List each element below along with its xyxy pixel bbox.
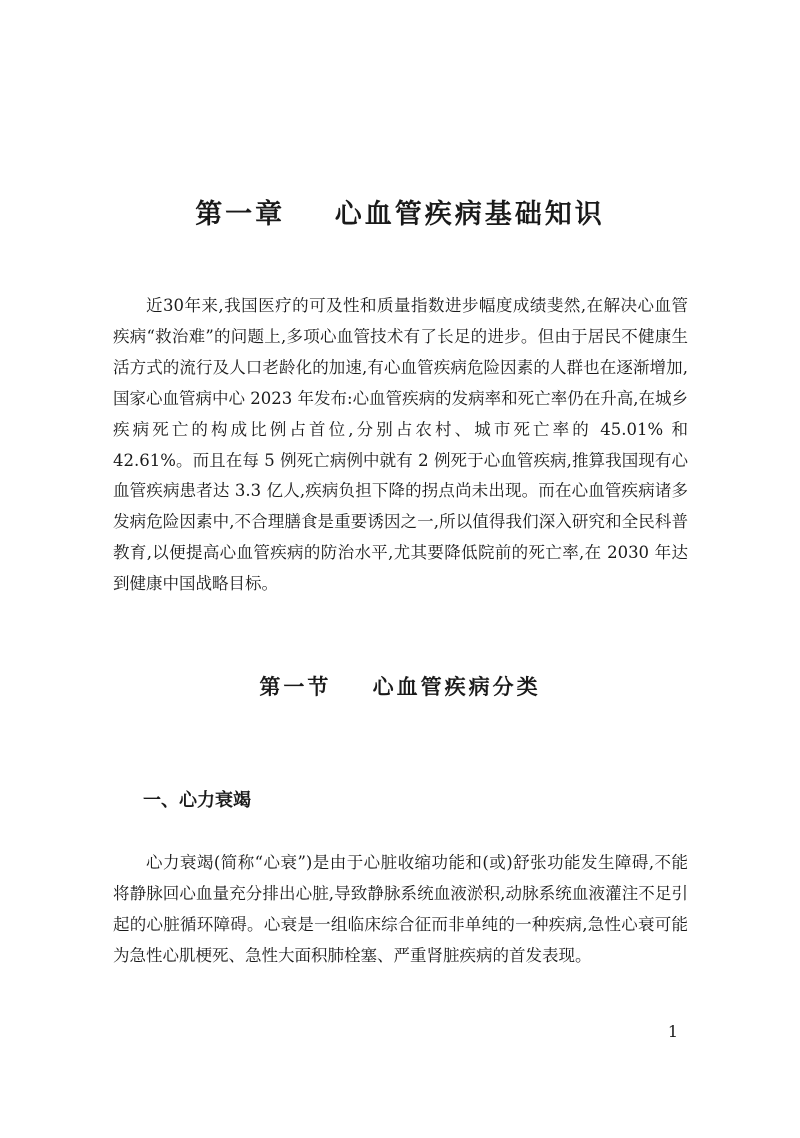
intro-paragraph: 近30年来,我国医疗的可及性和质量指数进步幅度成绩斐然,在解决心血管疾病“救治难”的问题上,多项心血管技术有了长足的进步。但由于居民不健康生活方式的流行及人口老龄化的加速,有心血管疾病危险因素的人群也在逐渐增加,国家心血管病中心 2023 年发布:心血管疾病的发病率和死亡率仍在升高,在城乡疾病死亡的构成比例占首位,分别占农村、城市死亡率的 45.01% 和 42.61%。而且在每 5 例死亡病例中就有 2 例死于心血管疾病,推算我国现有心血管疾病患者达 3.3 亿人,疾病负担下降的拐点尚未出现。而在心血管疾病诸多发病危险因素中,不合理膳食是重要诱因之一,所以值得我们深入研究和全民科普教育,以便提高心血管疾病的防治水平,尤其要降低院前的死亡率,在 2030 年达到健康中国战略目标。 [113, 296, 688, 594]
page-number: 1 [667, 1022, 678, 1041]
chapter-title: 第一章 心血管疾病基础知识 [195, 199, 605, 230]
subsection-title: 一、心力衰竭 [143, 790, 251, 811]
section-title: 第一节 心血管疾病分类 [259, 675, 541, 699]
heart-failure-paragraph: 心力衰竭(简称“心衰”)是由于心脏收缩功能和(或)舒张功能发生障碍,不能将静脉回心血量充分排出心脏,导致静脉系统血液淤积,动脉系统血液灌注不足引起的心脏循环障碍。心衰是一组临床综合征而非单纯的一种疾病,急性心衰可能为急性心肌梗死、急性大面积肺栓塞、严重肾脏疾病的首发表现。 [113, 853, 688, 965]
